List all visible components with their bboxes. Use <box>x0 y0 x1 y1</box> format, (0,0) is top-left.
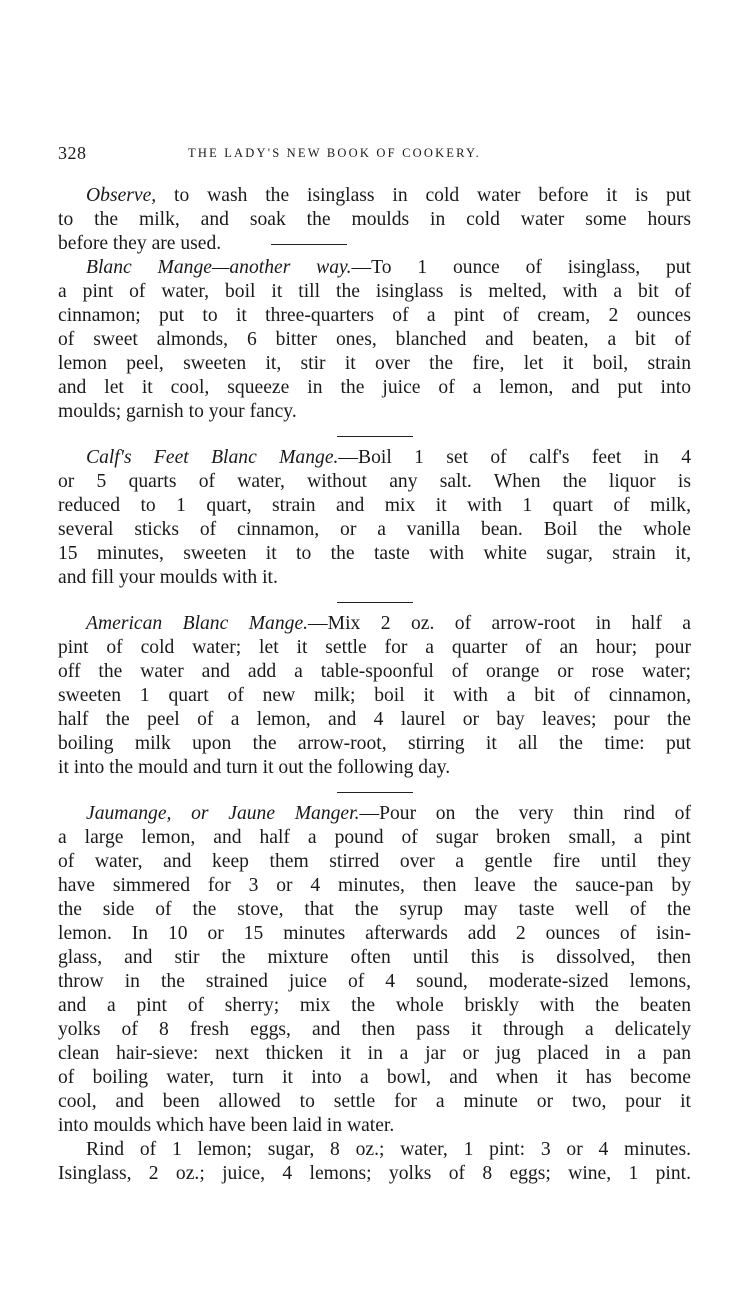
text-line: into moulds which have been laid in water. <box>58 1115 395 1136</box>
text-line: of sweet almonds, 6 bitter ones, blanched and beaten, a bit of <box>58 329 691 350</box>
text-line: lemon. In 10 or 15 minutes afterwards add 2 ounces of isin- <box>58 923 691 944</box>
text-line: several sticks of cinnamon, or a vanilla bean. Boil the whole <box>58 519 691 540</box>
text-line: moulds; garnish to your fancy. <box>58 401 297 422</box>
page-header <box>58 143 690 167</box>
text-line: and let it cool, squeeze in the juice of a lemon, and put into <box>58 377 691 398</box>
section-divider <box>271 244 347 245</box>
text-line: before they are used. <box>58 232 691 256</box>
text-line: of boiling water, turn it into a bowl, and when it has become <box>58 1067 691 1088</box>
text-line: Jaumange, or Jaune Manger.—Pour on the very thin rind of <box>86 803 691 824</box>
running-head: THE LADY'S NEW BOOK OF COOKERY. <box>188 146 481 160</box>
recipe-title: Jaumange, or Jaune Manger. <box>86 803 360 824</box>
summary-line: Rind of 1 lemon; sugar, 8 oz.; water, 1 pint: 3 or 4 minutes. <box>86 1139 691 1160</box>
paragraph-lead: Observe, <box>86 185 157 206</box>
divider-row <box>58 590 691 612</box>
recipe-title: Blanc Mange—another way. <box>86 257 352 278</box>
observe-paragraph <box>58 184 691 256</box>
page-body <box>58 184 691 1186</box>
text-line: Observe, to wash the isinglass in cold water before it is put <box>86 185 691 206</box>
recipe-american-blanc-mange <box>58 612 691 780</box>
text-line: of water, and keep them stirred over a gentle fire until they <box>58 851 691 872</box>
summary-line: Isinglass, 2 oz.; juice, 4 lemons; yolks of 8 eggs; wine, 1 pint. <box>58 1163 691 1184</box>
text-line: 15 minutes, sweeten it to the taste with white sugar, strain it, <box>58 543 691 564</box>
text-line: to the milk, and soak the moulds in cold water some hours <box>58 209 691 230</box>
section-divider <box>337 436 413 437</box>
text-line: off the water and add a table-spoonful of orange or rose water; <box>58 661 691 682</box>
divider-row <box>58 780 691 802</box>
recipe-jaumange <box>58 802 691 1186</box>
section-divider <box>337 792 413 793</box>
recipe-calfs-feet-blanc-mange <box>58 446 691 590</box>
section-divider <box>337 602 413 603</box>
recipe-title: American Blanc Mange. <box>86 613 309 634</box>
recipe-title: Calf's Feet Blanc Mange. <box>86 447 339 468</box>
text-line: or 5 quarts of water, without any salt. When the liquor is <box>58 471 691 492</box>
text-line: a pint of water, boil it till the isinglass is melted, with a bit of <box>58 281 691 302</box>
text-line: American Blanc Mange.—Mix 2 oz. of arrow-root in half a <box>86 613 691 634</box>
text-line: reduced to 1 quart, strain and mix it with 1 quart of milk, <box>58 495 691 516</box>
text-line: a large lemon, and half a pound of sugar broken small, a pint <box>58 827 691 848</box>
recipe-summary <box>58 1138 691 1186</box>
text-line: the side of the stove, that the syrup may taste well of the <box>58 899 691 920</box>
text-line: half the peel of a lemon, and 4 laurel or bay leaves; pour the <box>58 709 691 730</box>
text-line: cool, and been allowed to settle for a minute or two, pour it <box>58 1091 691 1112</box>
text-line: lemon peel, sweeten it, stir it over the fire, let it boil, strain <box>58 353 691 374</box>
text-line: Blanc Mange—another way.—To 1 ounce of isinglass, put <box>86 257 691 278</box>
divider-row <box>58 424 691 446</box>
text-line: cinnamon; put to it three-quarters of a pint of cream, 2 ounces <box>58 305 691 326</box>
text-line: it into the mould and turn it out the following day. <box>58 757 451 778</box>
text-line: pint of cold water; let it settle for a quarter of an hour; pour <box>58 637 691 658</box>
text-line: yolks of 8 fresh eggs, and then pass it through a delicately <box>58 1019 691 1040</box>
text-line: have simmered for 3 or 4 minutes, then leave the sauce-pan by <box>58 875 691 896</box>
text-line: clean hair-sieve: next thicken it in a jar or jug placed in a pan <box>58 1043 691 1064</box>
text-line: glass, and stir the mixture often until this is dissolved, then <box>58 947 691 968</box>
recipe-blanc-mange-another-way <box>58 256 691 424</box>
text-line: sweeten 1 quart of new milk; boil it with a bit of cinnamon, <box>58 685 691 706</box>
page-number: 328 <box>58 143 87 163</box>
text-line: boiling milk upon the arrow-root, stirring it all the time: put <box>58 733 691 754</box>
text-line: and fill your moulds with it. <box>58 567 278 588</box>
text-line: throw in the strained juice of 4 sound, moderate-sized lemons, <box>58 971 691 992</box>
text-line: Calf's Feet Blanc Mange.—Boil 1 set of calf's feet in 4 <box>86 447 691 468</box>
text-line: and a pint of sherry; mix the whole briskly with the beaten <box>58 995 691 1016</box>
